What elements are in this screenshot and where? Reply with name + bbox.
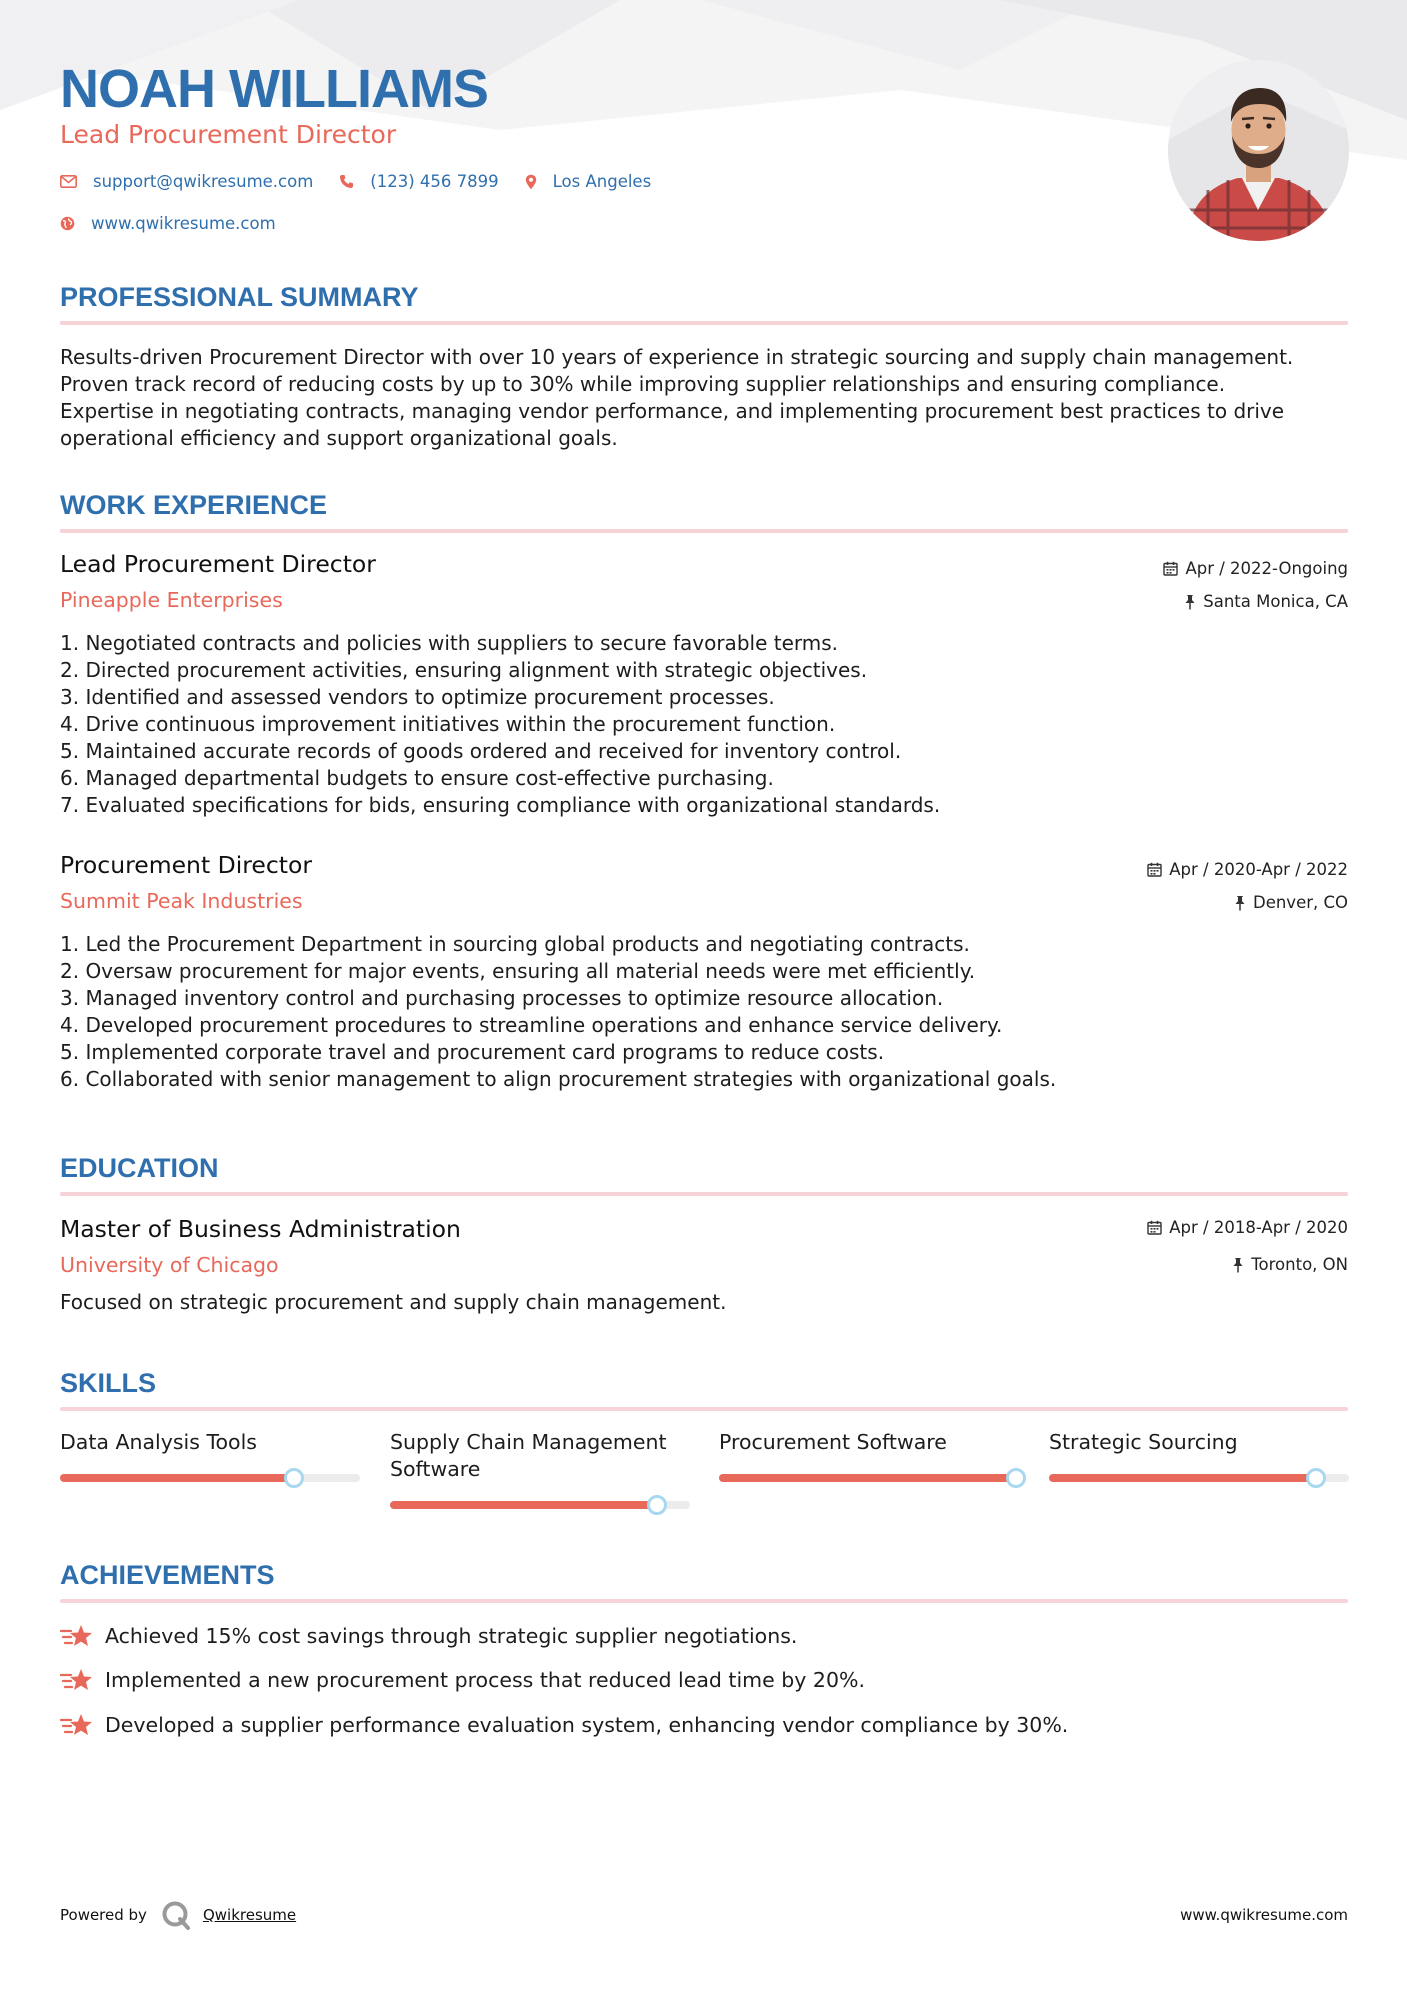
achievement-item: [60, 1712, 1068, 1738]
education-divider: [60, 1192, 1348, 1196]
job-location-text: Denver, CO: [1252, 893, 1348, 912]
footer-powered-by: [60, 1900, 296, 1930]
achievement-text: Achieved 15% cost savings through strategic supplier negotiations.: [105, 1624, 798, 1648]
degree-title: Master of Business Administration: [60, 1215, 461, 1243]
education-description: Focused on strategic procurement and supply chain management.: [60, 1290, 727, 1314]
list-item: 6. Collaborated with senior management to align procurement strategies with organizational goals.: [60, 1067, 1057, 1091]
skills-divider: [60, 1407, 1348, 1411]
candidate-name: NOAH WILLIAMS: [60, 59, 488, 119]
skill-bar: [1049, 1474, 1349, 1482]
contact-email[interactable]: [60, 172, 313, 191]
skill-bar-knob: [647, 1495, 667, 1515]
skills-heading: SKILLS: [60, 1368, 157, 1398]
skill-item: [719, 1429, 1019, 1456]
job-dates-text: Apr / 2020-Apr / 2022: [1169, 860, 1348, 879]
education-location-text: Toronto, ON: [1251, 1255, 1348, 1274]
email-text: support@qwikresume.com: [93, 172, 314, 191]
achievement-text: Developed a supplier performance evaluation system, enhancing vendor compliance by 30%.: [105, 1713, 1069, 1737]
skill-item: [60, 1429, 360, 1456]
education-dates-text: Apr / 2018-Apr / 2020: [1169, 1218, 1348, 1237]
company-name: Summit Peak Industries: [60, 889, 303, 913]
list-item: 3. Managed inventory control and purchasing processes to optimize resource allocation.: [60, 986, 944, 1010]
shooting-star-icon: [60, 1623, 93, 1649]
website-text: www.qwikresume.com: [91, 214, 276, 233]
skill-name-line: Supply Chain Management: [390, 1430, 667, 1454]
education-dates: [1147, 1218, 1348, 1237]
summary-text: [60, 344, 1350, 452]
shooting-star-icon: [60, 1667, 93, 1693]
list-item: 4. Drive continuous improvement initiatives within the procurement function.: [60, 712, 836, 736]
skill-bar: [60, 1474, 360, 1482]
skill-bar: [719, 1474, 1019, 1482]
phone-icon: [339, 174, 354, 189]
profile-photo: [1168, 60, 1349, 241]
list-item: 7. Evaluated specifications for bids, ensuring compliance with organizational standards.: [60, 793, 941, 817]
skill-item: [1049, 1429, 1349, 1456]
job-responsibilities: [60, 931, 1350, 1093]
globe-icon: [60, 216, 75, 231]
calendar-icon: [1163, 561, 1178, 576]
list-item: 1. Negotiated contracts and policies with suppliers to secure favorable terms.: [60, 631, 839, 655]
phone-text: (123) 456 7899: [370, 172, 499, 191]
company-name: Pineapple Enterprises: [60, 588, 283, 612]
list-item: 3. Identified and assessed vendors to optimize procurement processes.: [60, 685, 775, 709]
pushpin-icon: [1234, 895, 1246, 911]
contact-row: [60, 172, 677, 191]
qwikresume-logo-icon: [161, 1900, 191, 1930]
skill-bar-fill: [1049, 1474, 1316, 1482]
list-item: 5. Implemented corporate travel and procurement card programs to reduce costs.: [60, 1040, 885, 1064]
summary-line: operational efficiency and support organizational goals.: [60, 426, 618, 450]
job-title: Procurement Director: [60, 851, 313, 879]
powered-by-label: Powered by: [60, 1906, 147, 1924]
achievements-heading: ACHIEVEMENTS: [60, 1560, 275, 1590]
skill-name: [390, 1429, 690, 1483]
list-item: 5. Maintained accurate records of goods ordered and received for inventory control.: [60, 739, 902, 763]
skill-bar-fill: [60, 1474, 294, 1482]
list-item: 6. Managed departmental budgets to ensure cost-effective purchasing.: [60, 766, 774, 790]
calendar-icon: [1147, 1220, 1162, 1235]
pushpin-icon: [1232, 1257, 1244, 1273]
summary-line: Proven track record of reducing costs by up to 30% while improving supplier relationships and ensuring compliance.: [60, 372, 1226, 396]
contact-website[interactable]: [60, 214, 276, 233]
avatar-illustration: [1168, 60, 1349, 241]
experience-heading: WORK EXPERIENCE: [60, 490, 328, 520]
skill-name: Procurement Software: [719, 1430, 947, 1454]
skill-bar-fill: [390, 1501, 657, 1509]
school-name: University of Chicago: [60, 1253, 279, 1277]
summary-line: Results-driven Procurement Director with over 10 years of experience in strategic sourcing and supply chain management.: [60, 345, 1294, 369]
skill-name: Strategic Sourcing: [1049, 1430, 1238, 1454]
contact-phone[interactable]: [339, 172, 498, 191]
summary-heading: PROFESSIONAL SUMMARY: [60, 282, 419, 312]
job-responsibilities: [60, 630, 1350, 819]
skill-bar-fill: [719, 1474, 1016, 1482]
contact-location: [525, 172, 652, 191]
footer-website[interactable]: www.qwikresume.com: [1180, 1906, 1348, 1924]
achievement-item: [60, 1667, 865, 1693]
achievement-item: [60, 1623, 797, 1649]
list-item: 2. Directed procurement activities, ensuring alignment with strategic objectives.: [60, 658, 868, 682]
shooting-star-icon: [60, 1712, 93, 1738]
job-location-text: Santa Monica, CA: [1203, 592, 1348, 611]
candidate-title: Lead Procurement Director: [60, 120, 397, 149]
location-text: Los Angeles: [552, 172, 652, 191]
skill-bar-knob: [1006, 1468, 1026, 1488]
summary-line: Expertise in negotiating contracts, managing vendor performance, and implementing procurement best practices to drive: [60, 399, 1285, 423]
skill-bar-knob: [1306, 1468, 1326, 1488]
experience-divider: [60, 529, 1348, 533]
job-dates: [1163, 559, 1348, 578]
list-item: 4. Developed procurement procedures to streamline operations and enhance service delivery.: [60, 1013, 1003, 1037]
skill-name-line: Software: [390, 1457, 481, 1481]
qwikresume-link[interactable]: Qwikresume: [202, 1906, 297, 1924]
pushpin-icon: [1184, 594, 1196, 610]
education-heading: EDUCATION: [60, 1153, 219, 1183]
job-location: [1184, 592, 1348, 611]
map-pin-icon: [525, 174, 537, 190]
job-dates: [1147, 860, 1348, 879]
contact-row-website: [60, 214, 302, 233]
job-title: Lead Procurement Director: [60, 550, 376, 578]
education-location: [1232, 1255, 1348, 1274]
summary-divider: [60, 321, 1348, 325]
calendar-icon: [1147, 862, 1162, 877]
achievements-divider: [60, 1599, 1348, 1603]
list-item: 2. Oversaw procurement for major events, ensuring all material needs were met efficiently.: [60, 959, 976, 983]
job-location: [1234, 893, 1348, 912]
job-dates-text: Apr / 2022-Ongoing: [1185, 559, 1348, 578]
envelope-icon: [60, 175, 77, 188]
skill-name: Data Analysis Tools: [60, 1430, 257, 1454]
skill-bar-knob: [284, 1468, 304, 1488]
achievement-text: Implemented a new procurement process that reduced lead time by 20%.: [105, 1668, 865, 1692]
list-item: 1. Led the Procurement Department in sourcing global products and negotiating contracts.: [60, 932, 970, 956]
skill-bar: [390, 1501, 690, 1509]
skill-item: [390, 1429, 690, 1483]
